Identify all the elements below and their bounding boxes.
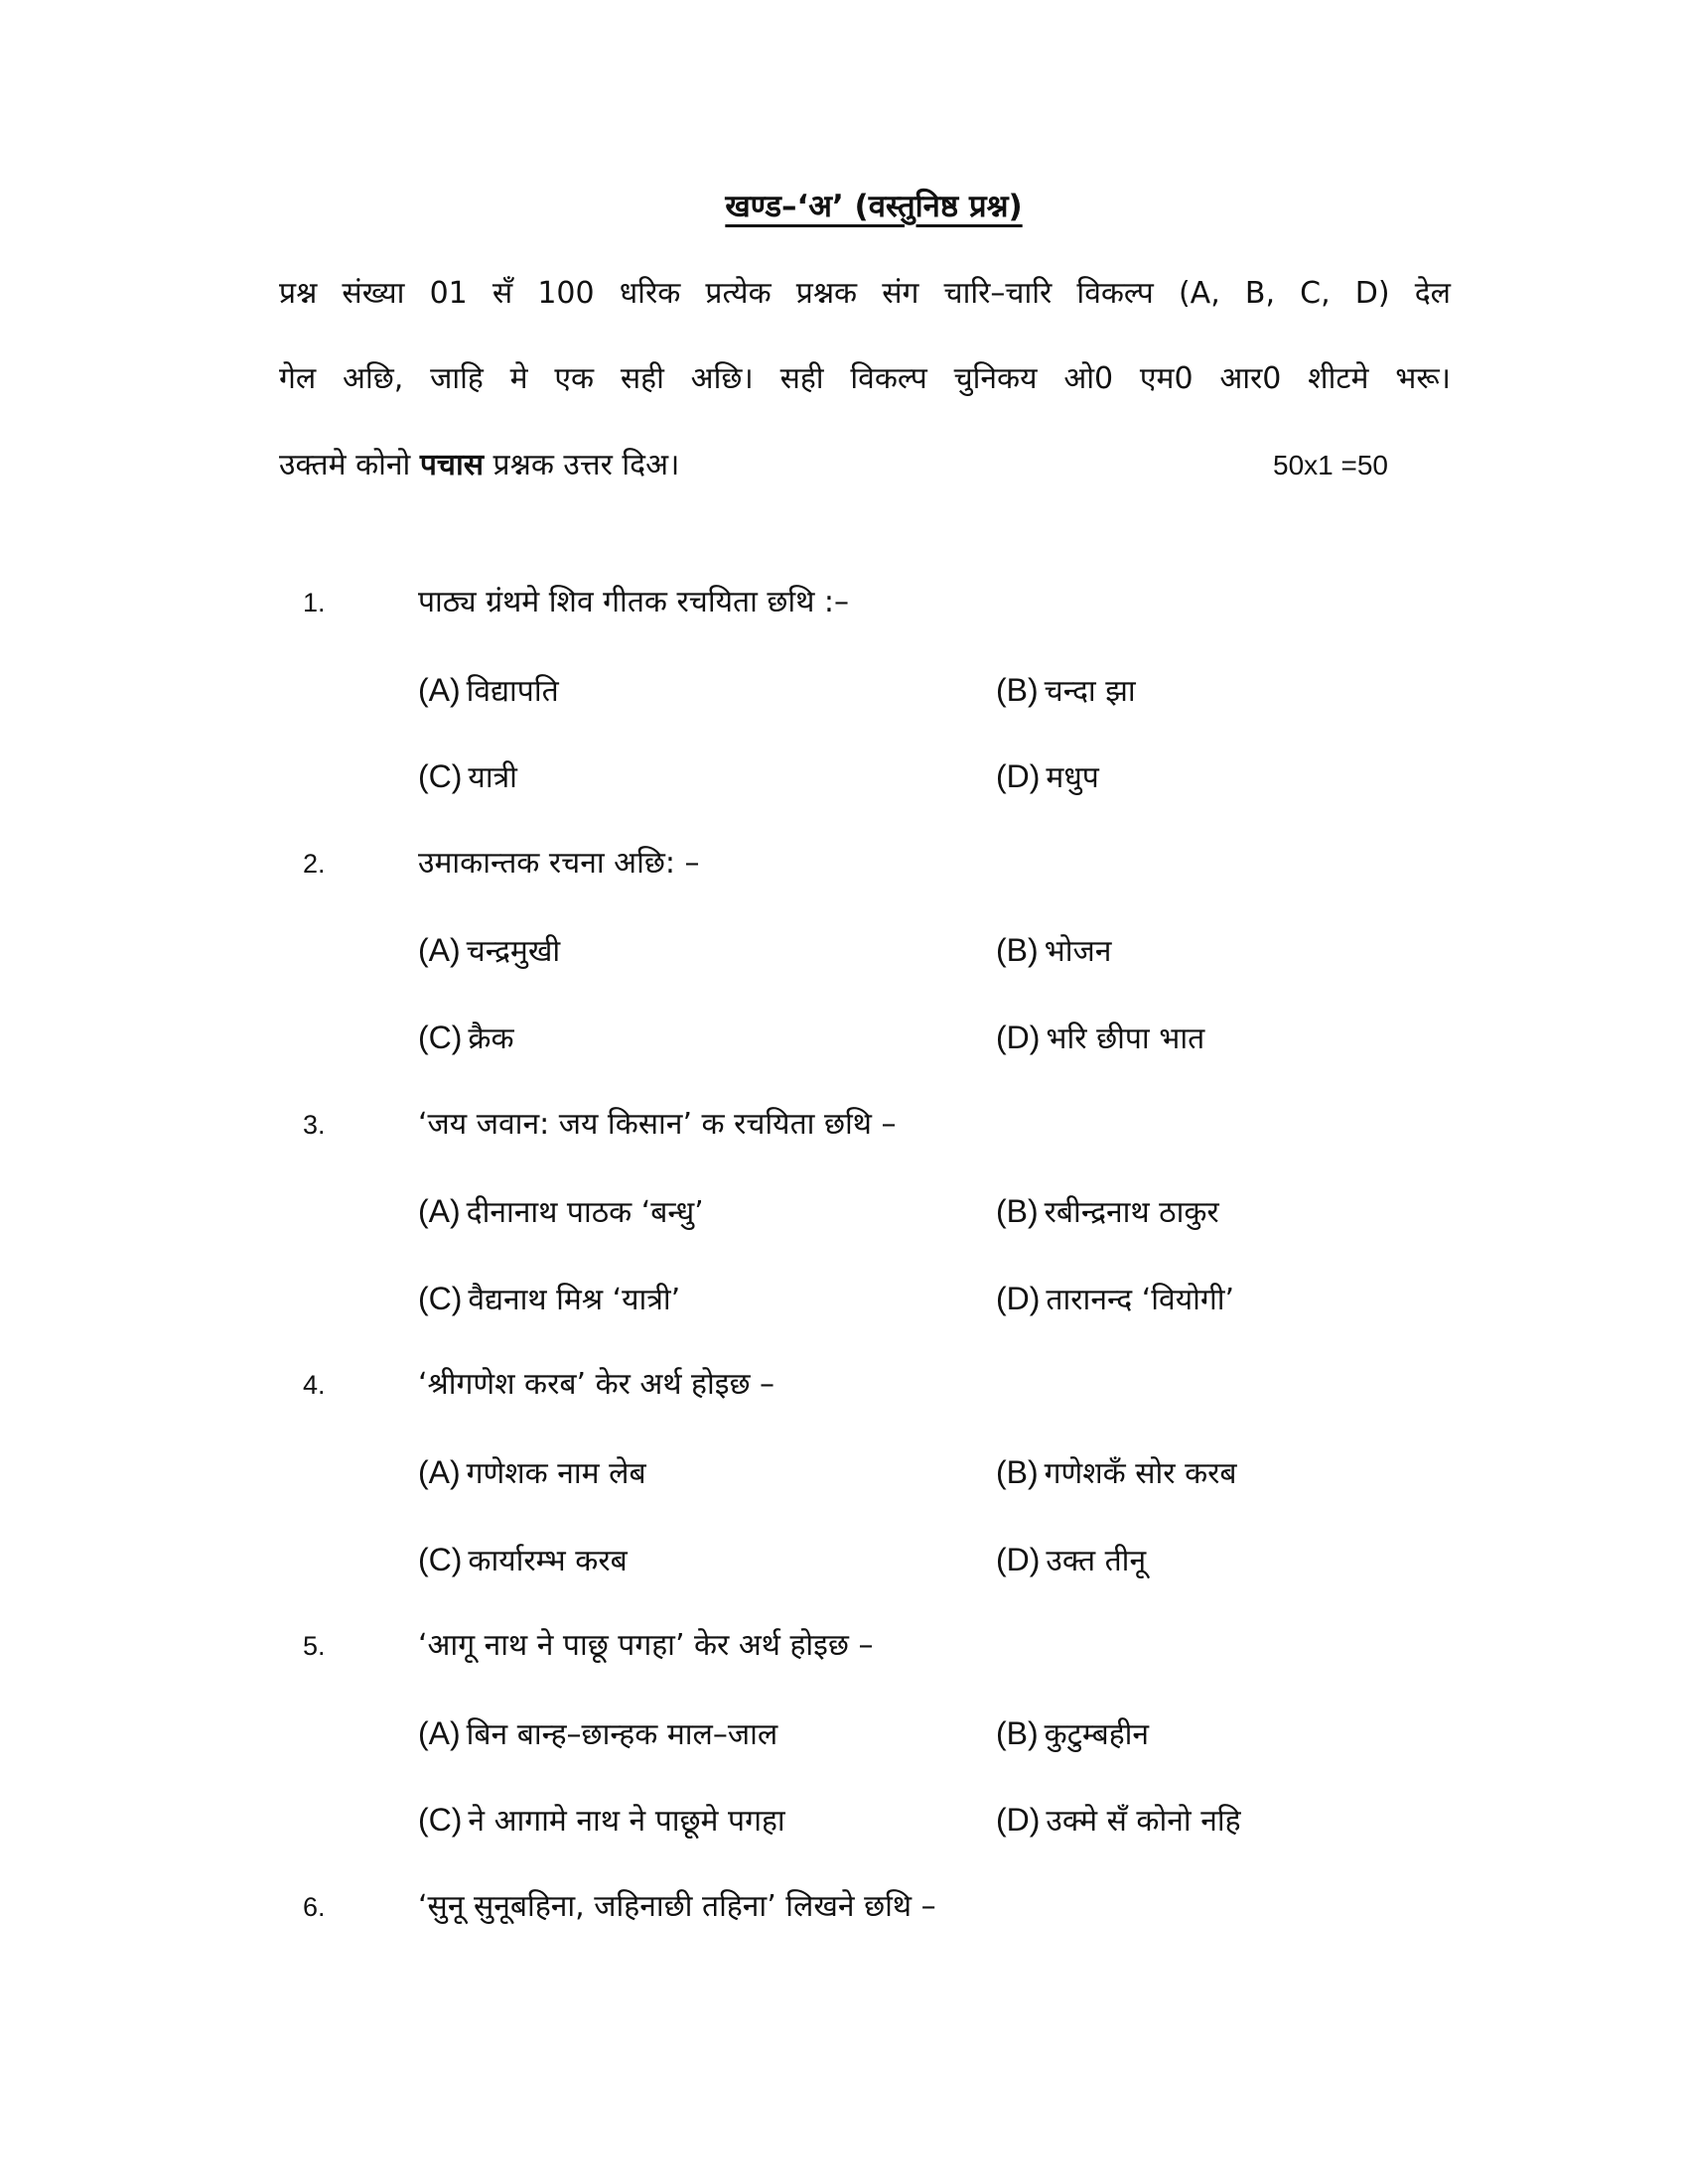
options-row bbox=[0, 1016, 1688, 1103]
option-label: (A) bbox=[418, 932, 461, 969]
instructions-line-3-post: प्रश्नक उत्तर दिअ। bbox=[484, 448, 680, 482]
option-label: (B) bbox=[996, 1714, 1039, 1751]
question-text: ‘सुनू सुनूबहिना, जहिनाछी तहिना’ लिखने छथि – bbox=[418, 1888, 936, 1924]
option-label: (A) bbox=[418, 1193, 461, 1230]
section-title bbox=[0, 185, 1688, 226]
option bbox=[418, 1016, 514, 1061]
option bbox=[996, 1277, 1234, 1322]
option-label: (D) bbox=[996, 1802, 1041, 1839]
option bbox=[996, 754, 1099, 800]
option-text: गणेशकँ सोर करब bbox=[1044, 1455, 1237, 1491]
option-label: (D) bbox=[996, 1280, 1041, 1316]
option-text: क्रैक bbox=[468, 1021, 514, 1056]
option-text: दीनानाथ पाठक ‘बन्धु’ bbox=[466, 1195, 704, 1231]
option bbox=[996, 1798, 1241, 1843]
option-text: उक्त तीनू bbox=[1046, 1543, 1147, 1578]
option bbox=[418, 1189, 704, 1235]
options-row bbox=[0, 1189, 1688, 1277]
option-label: (D) bbox=[996, 1541, 1041, 1577]
question-list bbox=[0, 581, 1688, 1973]
question-text: ‘श्रीगणेश करब’ केर अर्थ होइछ – bbox=[418, 1367, 775, 1403]
option-label: (B) bbox=[996, 671, 1039, 708]
option bbox=[418, 668, 559, 714]
option-label: (A) bbox=[418, 1453, 461, 1490]
options-row bbox=[0, 754, 1688, 842]
option-label: (C) bbox=[418, 1280, 463, 1316]
option-text: यात्री bbox=[468, 760, 517, 796]
section-title-text: खण्ड–‘अ’ (वस्तुनिष्ठ प्रश्न) bbox=[725, 189, 1023, 224]
option-text: भोजन bbox=[1044, 934, 1112, 970]
instructions-line-3 bbox=[279, 444, 679, 487]
option-text: चन्दा झा bbox=[1044, 673, 1136, 709]
option bbox=[996, 928, 1111, 974]
question-number: 4. bbox=[303, 1370, 326, 1401]
question-text: पाठ्य ग्रंथमे शिव गीतक रचयिता छथि :– bbox=[418, 585, 850, 619]
instructions-line-2: गेल अछि, जाहि मे एक सही अछि। सही विकल्प चुनिकय ओ0 एम0 आर0 शीटमे भरू। bbox=[279, 361, 1451, 396]
options-row bbox=[0, 1277, 1688, 1364]
option-label: (C) bbox=[418, 1019, 463, 1055]
option-text: रबीन्द्रनाथ ठाकुर bbox=[1044, 1195, 1219, 1231]
option-text: भरि छीपा भात bbox=[1046, 1021, 1205, 1056]
options-row bbox=[0, 1450, 1688, 1538]
option bbox=[418, 1711, 777, 1757]
option-label: (B) bbox=[996, 1193, 1039, 1230]
option-text: विद्यापति bbox=[466, 673, 559, 709]
option bbox=[996, 1711, 1149, 1757]
question-number: 3. bbox=[303, 1109, 326, 1140]
question-number: 5. bbox=[303, 1631, 326, 1662]
option bbox=[418, 1538, 628, 1583]
option-text: कार्यारम्भ करब bbox=[468, 1543, 628, 1578]
option bbox=[996, 1189, 1219, 1235]
question-row bbox=[0, 1363, 1688, 1450]
option-text: ने आगामे नाथ ने पाछूमे पगहा bbox=[468, 1804, 785, 1840]
option bbox=[996, 668, 1136, 714]
question-row bbox=[0, 581, 1688, 668]
question-number: 1. bbox=[303, 588, 326, 617]
question-row bbox=[0, 1624, 1688, 1711]
question-text: उमाकान्तक रचना अछि: – bbox=[418, 845, 700, 881]
question-text: ‘आगू नाथ ने पाछू पगहा’ केर अर्थ होइछ – bbox=[418, 1628, 874, 1664]
option bbox=[418, 928, 560, 974]
instructions-line-3-pre: उक्तमे कोनो bbox=[279, 448, 420, 482]
options-row bbox=[0, 668, 1688, 755]
option-text: बिन बान्ह–छान्हक माल–जाल bbox=[466, 1716, 778, 1752]
options-row bbox=[0, 1538, 1688, 1625]
option-label: (D) bbox=[996, 1019, 1041, 1055]
question-number: 6. bbox=[303, 1891, 326, 1922]
question-row bbox=[0, 1885, 1688, 1973]
question-row bbox=[0, 1103, 1688, 1190]
option-label: (C) bbox=[418, 1541, 463, 1577]
option-label: (A) bbox=[418, 1714, 461, 1751]
option-label: (C) bbox=[418, 758, 463, 795]
option bbox=[418, 1277, 680, 1322]
instructions-emphasis: पचास bbox=[419, 448, 485, 482]
option-text: गणेशक नाम लेब bbox=[466, 1455, 646, 1491]
marks-allocation: 50x1 =50 bbox=[1273, 450, 1388, 480]
options-row bbox=[0, 1711, 1688, 1799]
question-row bbox=[0, 842, 1688, 929]
option-text: वैद्यनाथ मिश्र ‘यात्री’ bbox=[468, 1282, 681, 1317]
options-row bbox=[0, 1798, 1688, 1885]
option bbox=[996, 1450, 1237, 1496]
option-text: चन्द्रमुखी bbox=[466, 934, 561, 970]
option bbox=[996, 1016, 1204, 1061]
option bbox=[418, 1798, 785, 1843]
options-row bbox=[0, 928, 1688, 1016]
instructions-line-1: प्रश्न संख्या 01 सँ 100 धरिक प्रत्येक प्रश्नक संग चारि–चारि विकल्प (A, B, C, D) देल bbox=[279, 276, 1451, 311]
question-text: ‘जय जवान: जय किसान’ क रचयिता छथि – bbox=[418, 1106, 897, 1142]
option-label: (B) bbox=[996, 932, 1039, 969]
option-label: (B) bbox=[996, 1453, 1039, 1490]
option-text: मधुप bbox=[1046, 760, 1099, 796]
option-text: उक्मे सँ कोनो नहि bbox=[1046, 1804, 1241, 1840]
option bbox=[418, 1450, 646, 1496]
option-label: (C) bbox=[418, 1802, 463, 1839]
question-number: 2. bbox=[303, 848, 326, 879]
option-label: (A) bbox=[418, 671, 461, 708]
option bbox=[418, 754, 517, 800]
option bbox=[996, 1538, 1146, 1583]
option-text: कुटुम्बहीन bbox=[1044, 1716, 1150, 1752]
option-label: (D) bbox=[996, 758, 1041, 795]
option-text: तारानन्द ‘वियोगी’ bbox=[1046, 1282, 1235, 1317]
